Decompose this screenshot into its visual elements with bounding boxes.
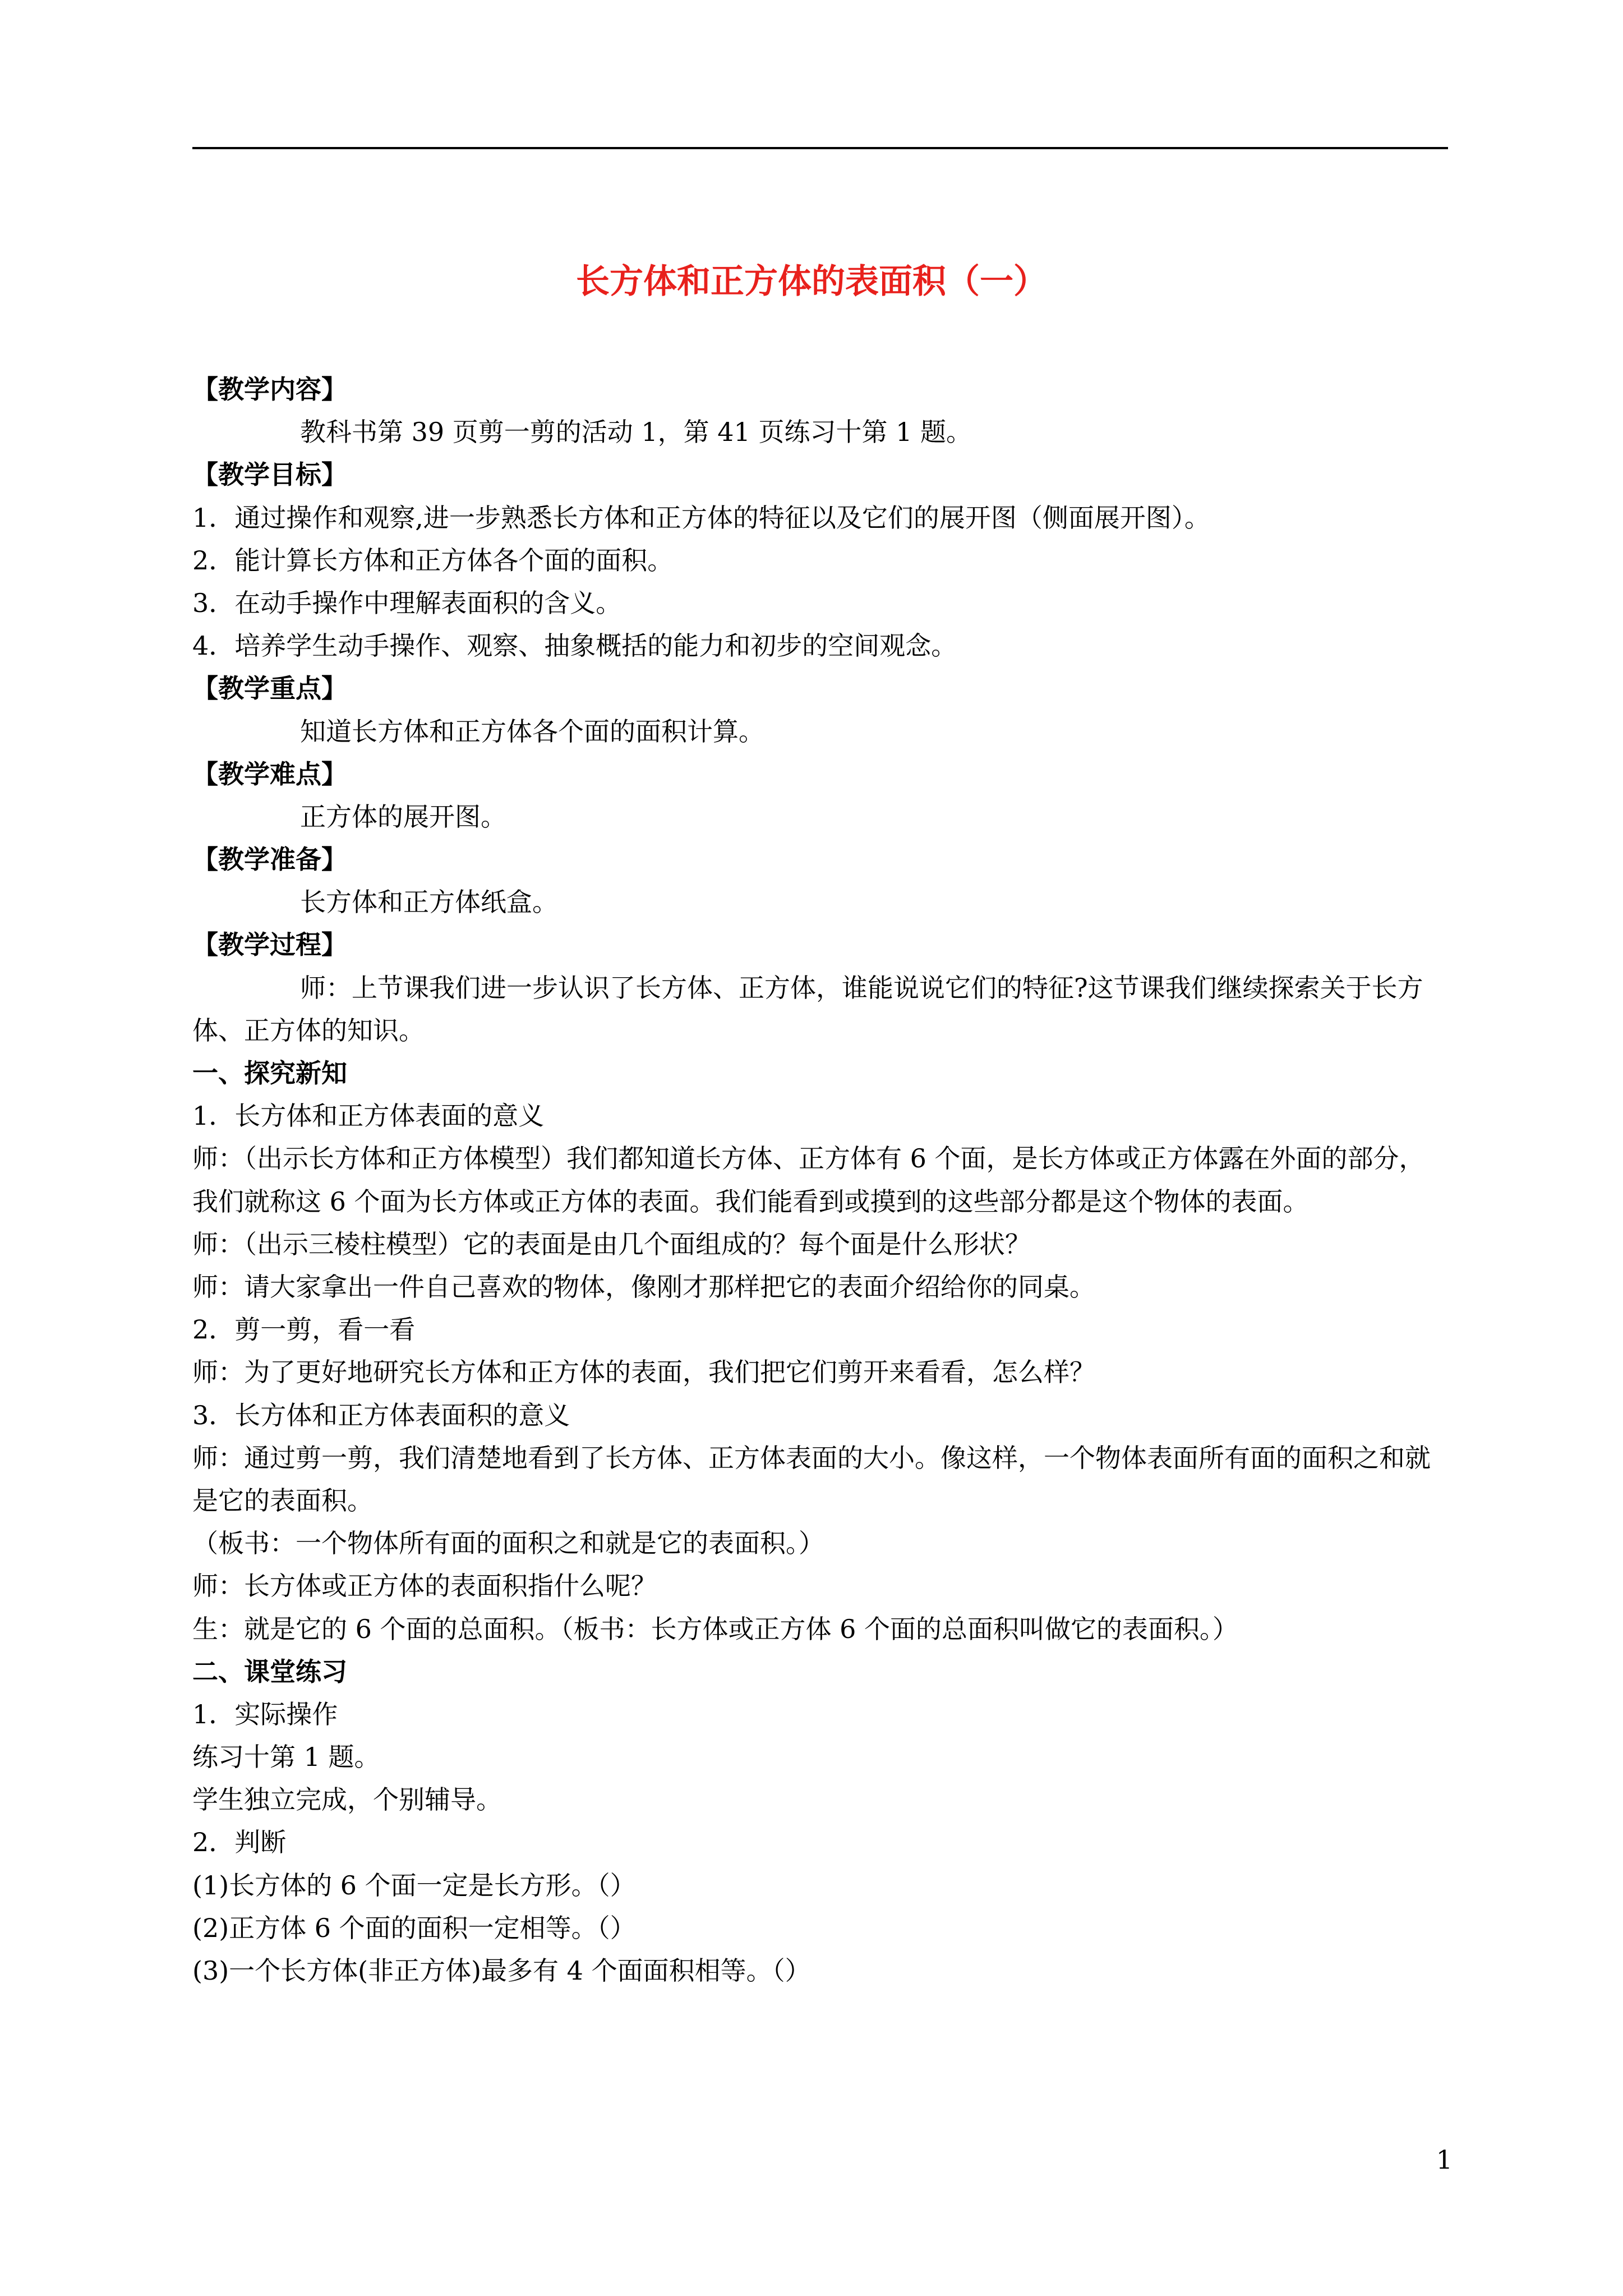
paragraph-answer: 生：就是它的 6 个面的总面积。（板书：长方体或正方体 6 个面的总面积叫做它的表面积。） bbox=[192, 1613, 1239, 1644]
judgment-item-3: (3)一个长方体(非正方体)最多有 4 个面面积相等。（） bbox=[192, 1955, 811, 1986]
document-body bbox=[192, 368, 1448, 1992]
section-heading-difficulty: 【教学难点】 bbox=[192, 758, 347, 789]
page-number: 1 bbox=[1436, 2145, 1453, 2175]
paragraph-surface-meaning: 师：（出示长方体和正方体模型）我们都知道长方体、正方体有 6 个面，是长方体或正方体露在外面的部分，我们就称这 6 个面为长方体或正方体的表面。我们能看到或摸到的这些部分都是这个物体的表面。 bbox=[192, 1143, 1425, 1217]
paragraph-surface-area-meaning: 师：通过剪一剪，我们清楚地看到了长方体、正方体表面的大小。像这样，一个物体表面所有面的面积之和就是它的表面积。 bbox=[192, 1442, 1431, 1516]
list-item-explore-1: 1．长方体和正方体表面的意义 bbox=[192, 1101, 545, 1131]
judgment-item-1: (1)长方体的 6 个面一定是长方形。（） bbox=[192, 1870, 636, 1901]
objective-item-2: 2．能计算长方体和正方体各个面的面积。 bbox=[192, 545, 674, 576]
list-item-explore-2: 2．剪一剪，看一看 bbox=[192, 1314, 416, 1345]
objective-item-4: 4．培养学生动手操作、观察、抽象概括的能力和初步的空间观念。 bbox=[192, 631, 957, 661]
paragraph-difficulty: 正方体的展开图。 bbox=[300, 801, 506, 832]
paragraph-independent: 学生独立完成，个别辅导。 bbox=[192, 1784, 502, 1815]
judgment-item-2: (2)正方体 6 个面的面积一定相等。（） bbox=[192, 1912, 636, 1943]
objective-item-3: 3．在动手操作中理解表面积的含义。 bbox=[192, 587, 622, 618]
paragraph-prism-model: 师：（出示三棱柱模型）它的表面是由几个面组成的？每个面是什么形状？ bbox=[192, 1228, 1031, 1259]
document-title: 长方体和正方体的表面积（一） bbox=[576, 262, 1047, 301]
section-heading-practice: 二、课堂练习 bbox=[192, 1656, 347, 1687]
objective-item-1: 1．通过操作和观察,进一步熟悉长方体和正方体的特征以及它们的展开图（侧面展开图）。 bbox=[192, 502, 1210, 533]
section-heading-objectives: 【教学目标】 bbox=[192, 459, 347, 490]
list-item-practice-2: 2．判断 bbox=[192, 1827, 287, 1858]
list-item-explore-3: 3．长方体和正方体表面积的意义 bbox=[192, 1400, 570, 1430]
list-item-practice-1: 1．实际操作 bbox=[192, 1699, 338, 1729]
section-heading-content: 【教学内容】 bbox=[192, 374, 347, 404]
paragraph-content: 教科书第 39 页剪一剪的活动 1，第 41 页练习十第 1 题。 bbox=[300, 417, 972, 448]
paragraph-board-note-1: （板书：一个物体所有面的面积之和就是它的表面积。） bbox=[192, 1528, 824, 1559]
paragraph-key-point: 知道长方体和正方体各个面的面积计算。 bbox=[300, 716, 764, 747]
paragraph-preparation: 长方体和正方体纸盒。 bbox=[300, 887, 558, 918]
section-heading-explore: 一、探究新知 bbox=[192, 1058, 347, 1089]
paragraph-exercise: 练习十第 1 题。 bbox=[192, 1742, 380, 1773]
paragraph-cut-open: 师：为了更好地研究长方体和正方体的表面，我们把它们剪开来看看，怎么样？ bbox=[192, 1357, 1095, 1388]
paragraph-favorite-object: 师：请大家拿出一件自己喜欢的物体，像刚才那样把它的表面介绍给你的同桌。 bbox=[192, 1272, 1095, 1302]
header-rule bbox=[192, 147, 1448, 149]
section-heading-process: 【教学过程】 bbox=[192, 930, 347, 960]
section-heading-key-point: 【教学重点】 bbox=[192, 673, 347, 704]
paragraph-question: 师：长方体或正方体的表面积指什么呢？ bbox=[192, 1571, 657, 1602]
paragraph-process-intro: 师：上节课我们进一步认识了长方体、正方体，谁能说说它们的特征?这节课我们继续探索关于长方体、正方体的知识。 bbox=[192, 972, 1423, 1046]
section-heading-preparation: 【教学准备】 bbox=[192, 844, 347, 875]
